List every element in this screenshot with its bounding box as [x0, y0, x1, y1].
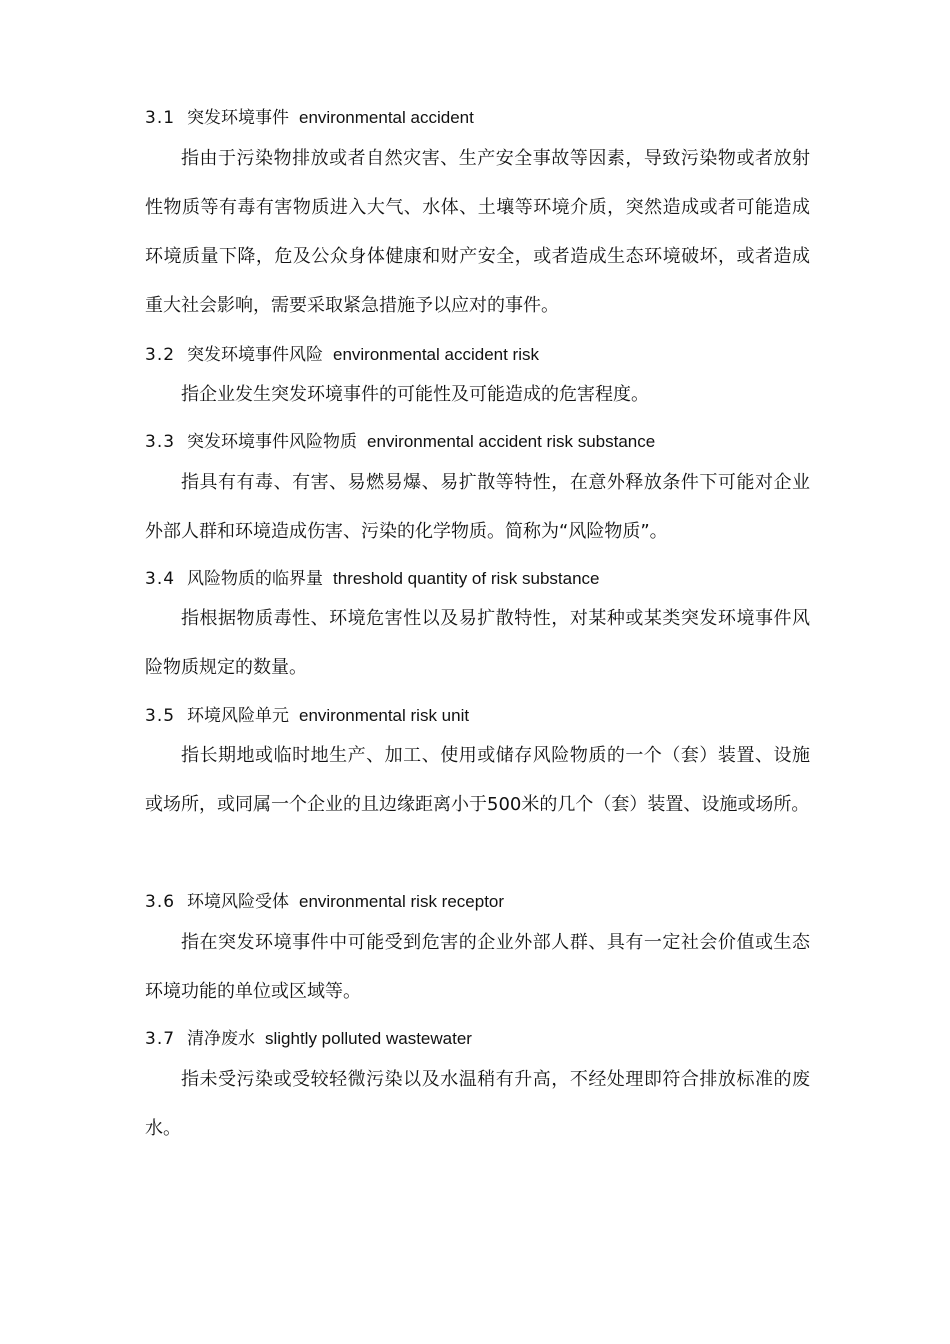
term-number: 3.7 — [145, 1029, 176, 1049]
term-chinese: 突发环境事件风险 — [187, 345, 323, 365]
term-heading — [145, 107, 825, 129]
term-definition: 指根据物质毒性、环境危害性以及易扩散特性，对某种或某类突发环境事件风险物质规定的数量。 — [145, 608, 810, 678]
term-english: environmental risk unit — [299, 706, 470, 725]
term-heading — [145, 344, 825, 366]
term-definition: 指在突发环境事件中可能受到危害的企业外部人群、具有一定社会价值或生态环境功能的单位或区域等。 — [145, 932, 810, 1002]
term-english: environmental accident risk substance — [367, 432, 656, 451]
term-definition: 指由于污染物排放或者自然灾害、生产安全事故等因素，导致污染物或者放射性物质等有毒有害物质进入大气、水体、土壤等环境介质，突然造成或者可能造成环境质量下降，危及公众身体健康和财产安全，或者造成生态环境破坏，或者造成重大社会影响，需要采取紧急措施予以应对的事件。 — [145, 148, 810, 316]
term-heading — [145, 1028, 825, 1050]
term-definition: 指未受污染或受较轻微污染以及水温稍有升高，不经处理即符合排放标准的废水。 — [145, 1069, 810, 1139]
term-heading — [145, 705, 825, 727]
term-number: 3.5 — [145, 706, 176, 726]
term-heading — [145, 431, 825, 453]
term-definition: 指企业发生突发环境事件的可能性及可能造成的危害程度。 — [181, 384, 649, 405]
term-chinese: 风险物质的临界量 — [187, 569, 323, 589]
term-chinese: 环境风险受体 — [187, 892, 289, 912]
term-chinese: 突发环境事件 — [187, 108, 289, 128]
term-number: 3.3 — [145, 432, 176, 452]
term-chinese: 突发环境事件风险物质 — [187, 432, 357, 452]
term-english: environmental risk receptor — [299, 892, 505, 911]
term-number: 3.6 — [145, 892, 176, 912]
term-heading — [145, 568, 825, 590]
term-english: environmental accident risk — [333, 345, 539, 364]
term-english: environmental accident — [299, 108, 474, 127]
term-number: 3.4 — [145, 569, 176, 589]
term-number: 3.1 — [145, 108, 176, 128]
term-heading — [145, 891, 825, 913]
term-number: 3.2 — [145, 345, 176, 365]
term-definition: 指具有有毒、有害、易燃易爆、易扩散等特性，在意外释放条件下可能对企业外部人群和环境造成伤害、污染的化学物质。简称为“风险物质”。 — [145, 472, 810, 542]
term-english: threshold quantity of risk substance — [333, 569, 600, 588]
term-english: slightly polluted wastewater — [265, 1029, 472, 1048]
term-chinese: 清净废水 — [187, 1029, 255, 1049]
term-definition: 指长期地或临时地生产、加工、使用或储存风险物质的一个（套）装置、设施或场所，或同属一个企业的且边缘距离小于500米的几个（套）装置、设施或场所。 — [145, 745, 810, 815]
term-chinese: 环境风险单元 — [187, 706, 289, 726]
